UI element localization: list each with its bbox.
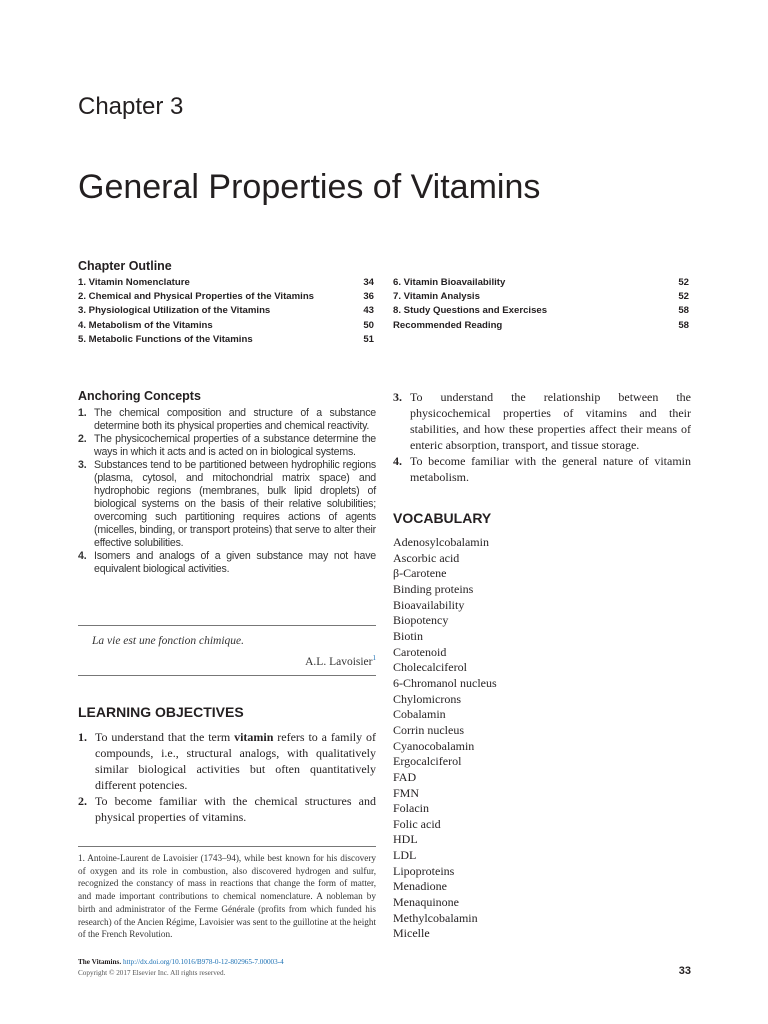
book-title: The Vitamins. <box>78 958 122 966</box>
learning-objective-item <box>393 453 691 485</box>
outline-entry-label: Recommended Reading <box>393 319 503 331</box>
vocabulary-term: Bioavailability <box>393 597 465 612</box>
outline-entry[interactable] <box>393 290 689 304</box>
anchoring-concept-item <box>78 550 376 576</box>
item-number: 1. <box>78 730 87 744</box>
vocabulary-term: Folic acid <box>393 816 441 831</box>
item-text: Substances tend to be partitioned between hydrophilic regions (plasma, cytosol, and mitochondrial matrix space) and hydrophobic regions (membranes, bulk lipid droplets) of biological systems on the basis of their relative solubilities; overcoming such partitioning requires actions of agents (micelles, binding, or transport proteins) that serve to alter their effective solubilities. <box>94 459 376 549</box>
outline-entry-page: 51 <box>363 333 374 345</box>
learning-objectives-list <box>78 729 376 825</box>
learning-objective-item <box>78 793 376 825</box>
page-number: 33 <box>678 965 691 977</box>
learning-objectives-heading: LEARNING OBJECTIVES <box>78 704 244 720</box>
epigraph-bottom-rule <box>78 675 376 676</box>
item-number: 2. <box>78 433 87 445</box>
vocabulary-term: Adenosylcobalamin <box>393 535 489 549</box>
epigraph-quote: La vie est une fonction chimique. <box>92 635 245 647</box>
outline-entry-label: 3. Physiological Utilization of the Vitamins <box>78 305 271 317</box>
footer-source <box>78 958 284 966</box>
vocabulary-term: Corrin nucleus <box>393 722 464 737</box>
vocabulary-term: Ascorbic acid <box>393 550 460 565</box>
vocabulary-term: FAD <box>393 769 417 784</box>
vocabulary-term: 6-Chromanol nucleus <box>393 675 497 690</box>
outline-entry-label: 5. Metabolic Functions of the Vitamins <box>78 333 253 345</box>
outline-entry-page: 43 <box>363 305 374 317</box>
epigraph-top-rule <box>78 625 376 626</box>
vocabulary-term: Cobalamin <box>393 707 446 722</box>
item-text: To become familiar with the chemical structures and physical properties of vitamins. <box>95 794 376 824</box>
item-number: 4. <box>393 454 402 468</box>
outline-entry-label: 2. Chemical and Physical Properties of the Vitamins <box>78 291 315 303</box>
outline-entry-label: 8. Study Questions and Exercises <box>393 305 548 317</box>
item-text: The chemical composition and structure of a substance determine both its physical properties and chemical reactivity. <box>94 407 376 432</box>
item-text: Isomers and analogs of a given substance may not have equivalent biological activities. <box>94 550 376 575</box>
outline-entry[interactable] <box>393 276 689 290</box>
vocabulary-list <box>393 535 593 942</box>
vocabulary-term: Ergocalciferol <box>393 754 462 769</box>
vocabulary-term: Menadione <box>393 879 447 894</box>
outline-entry[interactable] <box>78 276 374 290</box>
chapter-outline-right-column <box>393 276 689 333</box>
item-number: 2. <box>78 794 87 808</box>
item-number: 3. <box>78 459 87 471</box>
doi-link[interactable]: http://dx.doi.org/10.1016/B978-0-12-802965-7.00003-4 <box>122 958 284 966</box>
anchoring-concepts-heading: Anchoring Concepts <box>78 389 201 403</box>
chapter-outline-left-column <box>78 276 374 347</box>
vocabulary-term: LDL <box>393 848 417 863</box>
outline-entry-page: 52 <box>678 291 689 303</box>
outline-entry-page: 58 <box>678 305 689 317</box>
footnote-reference[interactable]: 1 <box>372 654 376 662</box>
footer-copyright: Copyright © 2017 Elsevier Inc. All rights reserved. <box>78 969 226 977</box>
outline-entry[interactable] <box>78 319 374 333</box>
outline-entry-page: 52 <box>678 277 689 288</box>
outline-entry[interactable] <box>393 319 689 333</box>
term-vitamin: vitamin <box>234 730 274 744</box>
item-text: To become familiar with the general nature of vitamin metabolism. <box>410 454 691 484</box>
footnote: 1. Antoine-Laurent de Lavoisier (1743–94), while best known for his discovery of oxygen and its role in combustion, also discovered hydrogen and sulfur, recognized the constancy of mass in reactions that change the form of matter, and made important contributions to chemical nomenclature. A nobleman by birth and administrator of the Ferme Générale (profits from which funded his research) of the Ancien Régime, Lavoisier was sent to the guillotine at the height of the French Revolution. <box>78 853 376 940</box>
outline-entry-label: 6. Vitamin Bioavailability <box>393 277 506 288</box>
vocabulary-term: Chylomicrons <box>393 691 461 706</box>
anchoring-concept-item <box>78 407 376 433</box>
item-number: 3. <box>393 390 402 404</box>
learning-objective-item <box>393 389 691 453</box>
vocabulary-term: Binding proteins <box>393 581 474 596</box>
footnote-rule <box>78 846 376 847</box>
item-text: To understand the relationship between the physicochemical properties of vitamins and their stabilities, and how these properties affect their means of enteric absorption, transport, and tissue storage. <box>410 390 691 452</box>
vocabulary-term: β-Carotene <box>393 566 447 581</box>
vocabulary-term: Cyanocobalamin <box>393 738 475 753</box>
chapter-outline-heading: Chapter Outline <box>78 259 172 273</box>
vocabulary-term: Methylcobalamin <box>393 910 478 925</box>
outline-entry[interactable] <box>393 304 689 318</box>
vocabulary-term: Menaquinone <box>393 895 459 910</box>
outline-entry[interactable] <box>78 290 374 304</box>
outline-entry-label: 7. Vitamin Analysis <box>393 291 480 303</box>
outline-entry-page: 34 <box>363 277 374 288</box>
vocabulary-term: FMN <box>393 785 420 800</box>
vocabulary-term: Carotenoid <box>393 644 447 659</box>
outline-entry-page: 36 <box>363 291 374 303</box>
learning-objective-item <box>78 729 376 793</box>
outline-entry[interactable] <box>78 333 374 347</box>
vocabulary-term: Folacin <box>393 801 429 816</box>
anchoring-concept-item <box>78 433 376 459</box>
vocabulary-term: Micelle <box>393 926 430 941</box>
epigraph-author <box>200 654 376 668</box>
anchoring-concept-item <box>78 459 376 550</box>
item-text: The physicochemical properties of a substance determine the ways in which it acts and is acted on in biological systems. <box>94 433 376 458</box>
outline-entry[interactable] <box>78 304 374 318</box>
vocabulary-term: Lipoproteins <box>393 863 455 878</box>
outline-entry-label: 4. Metabolism of the Vitamins <box>78 319 213 331</box>
vocabulary-heading: VOCABULARY <box>393 510 492 526</box>
item-text: To understand that the term vitamin refers to a family of compounds, i.e., structural analogs, with qualitatively similar biological activities but often quantitatively different potencies. <box>95 730 376 792</box>
outline-entry-page: 58 <box>678 319 689 331</box>
item-number: 4. <box>78 550 87 562</box>
outline-entry-page: 50 <box>363 319 374 331</box>
item-number: 1. <box>78 407 87 419</box>
vocabulary-term: HDL <box>393 832 418 847</box>
vocabulary-term: Biotin <box>393 628 424 643</box>
outline-entry-label: 1. Vitamin Nomenclature <box>78 277 190 288</box>
epigraph-author-name: A.L. Lavoisier <box>305 655 373 668</box>
chapter-label: Chapter 3 <box>78 93 184 120</box>
anchoring-concepts-list <box>78 407 376 576</box>
learning-objectives-continued <box>393 389 691 485</box>
vocabulary-term: Cholecalciferol <box>393 660 467 675</box>
chapter-title: General Properties of Vitamins <box>78 168 541 206</box>
vocabulary-term: Biopotency <box>393 613 449 628</box>
